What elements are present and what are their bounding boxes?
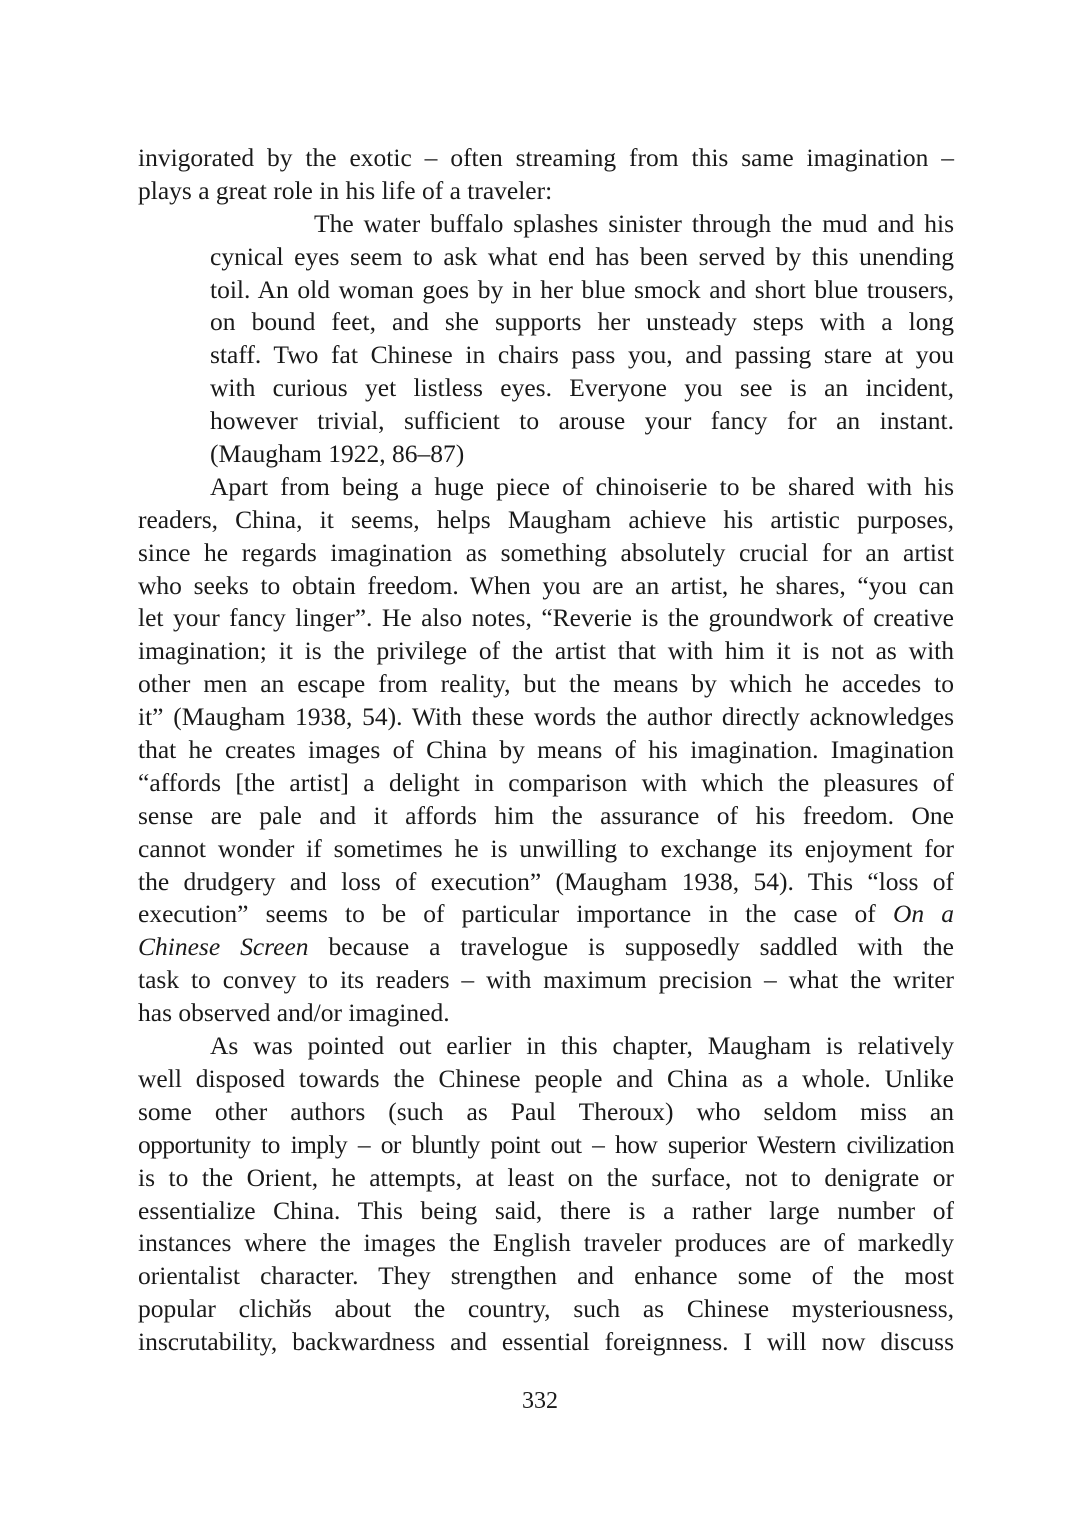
- text-line: Apart from being a huge piece of chinoiserie to be shared with his: [210, 471, 954, 501]
- text-line: let your fancy linger”. He also notes, “Reverie is the groundwork of creative: [138, 603, 954, 633]
- block-quote: [210, 208, 954, 471]
- text-line: inscrutability, backwardness and essential foreignness. I will now discuss: [138, 1327, 954, 1357]
- book-title: Chinese Screen: [138, 932, 309, 962]
- text-line: plays a great role in his life of a traveler:: [138, 175, 553, 205]
- text-segment: because a travelogue is supposedly saddled with the: [308, 932, 954, 962]
- quote-line: cynical eyes seem to ask what end has been served by this unending: [210, 241, 954, 271]
- book-title: On a: [892, 899, 954, 929]
- page-number: 332: [522, 1388, 558, 1414]
- text-line: [138, 898, 954, 931]
- text-line: “affords [the artist] a delight in comparison with which the pleasures of: [138, 767, 954, 797]
- paragraph-intro: [138, 142, 954, 208]
- text-line: since he regards imagination as something absolutely crucial for an artist: [138, 537, 954, 567]
- text-line: sense are pale and it affords him the assurance of his freedom. One: [138, 800, 954, 830]
- text-line: invigorated by the exotic – often streaming from this same imagination –: [138, 143, 954, 172]
- quote-line: toil. An old woman goes by in her blue smock and short blue trousers,: [210, 274, 954, 304]
- text-line: instances where the images the English traveler produces are of markedly: [138, 1228, 954, 1258]
- text-line: popular clichйs about the country, such as Chinese mysteriousness,: [138, 1294, 954, 1324]
- page-body: [138, 142, 954, 1359]
- text-line: well disposed towards the Chinese people and China as a whole. Unlike: [138, 1063, 954, 1093]
- paragraph-orientalism: [138, 1030, 954, 1359]
- quote-citation: (Maugham 1922, 86–87): [210, 439, 465, 469]
- text-line: opportunity to imply – or bluntly point out – how superior Western civilization: [138, 1129, 954, 1159]
- paragraph-imagination: [138, 471, 954, 1030]
- text-line: essentialize China. This being said, there is a rather large number of: [138, 1195, 954, 1225]
- quote-line: on bound feet, and she supports her unsteady steps with a long: [210, 307, 954, 337]
- text-line: who seeks to obtain freedom. When you are an artist, he shares, “you can: [138, 570, 954, 600]
- text-line: cannot wonder if sometimes he is unwilling to exchange its enjoyment for: [138, 833, 954, 863]
- quote-line: with curious yet listless eyes. Everyone you see is an incident,: [210, 373, 954, 403]
- text-line: imagination; it is the privilege of the artist that with him it is not as with: [138, 636, 954, 666]
- text-line: task to convey to its readers – with maximum precision – what the writer: [138, 965, 954, 995]
- text-line: the drudgery and loss of execution” (Maugham 1938, 54). This “loss of: [138, 866, 954, 896]
- text-line: [138, 931, 954, 964]
- quote-line: The water buffalo splashes sinister through the mud and his: [314, 208, 954, 238]
- text-line: As was pointed out earlier in this chapter, Maugham is relatively: [210, 1031, 954, 1061]
- text-line: orientalist character. They strengthen and enhance some of the most: [138, 1261, 954, 1291]
- text-line: that he creates images of China by means of his imagination. Imagination: [138, 735, 954, 765]
- text-segment: execution” seems to be of particular importance in the case of: [138, 899, 893, 929]
- text-line: some other authors (such as Paul Theroux) who seldom miss an: [138, 1096, 954, 1126]
- text-line: readers, China, it seems, helps Maugham achieve his artistic purposes,: [138, 504, 954, 534]
- quote-line: staff. Two fat Chinese in chairs pass you, and passing stare at you: [210, 340, 954, 370]
- text-line: is to the Orient, he attempts, at least on the surface, not to denigrate or: [138, 1162, 954, 1192]
- text-line: it” (Maugham 1938, 54). With these words the author directly acknowledges: [138, 702, 954, 732]
- text-line: has observed and/or imagined.: [138, 998, 450, 1028]
- quote-line: however trivial, sufficient to arouse your fancy for an instant.: [210, 406, 954, 436]
- text-line: other men an escape from reality, but the means by which he accedes to: [138, 669, 954, 699]
